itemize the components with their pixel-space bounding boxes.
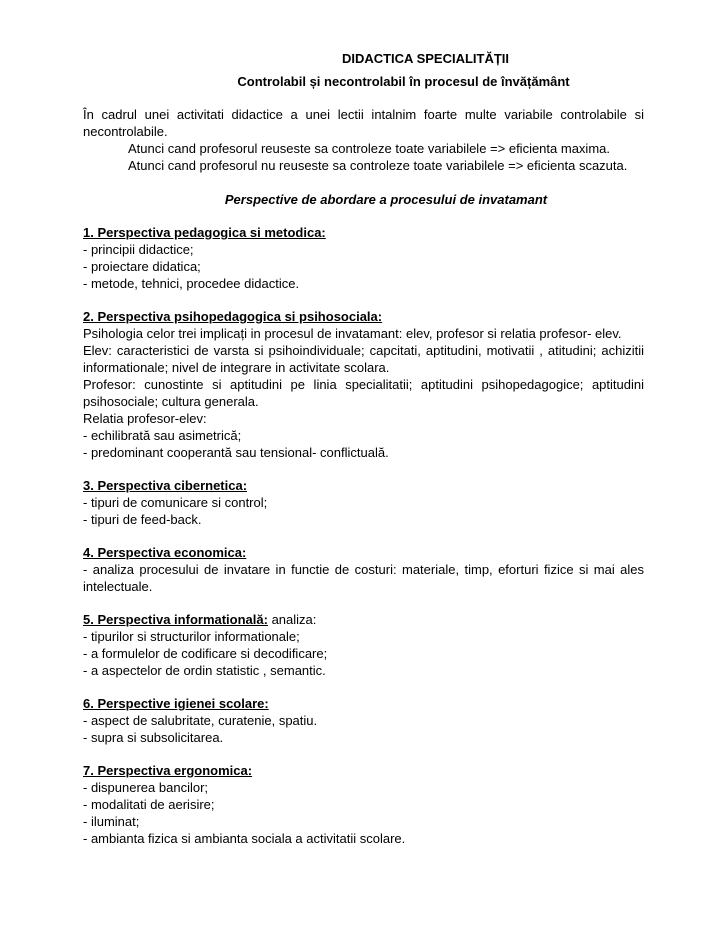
list-item: - principii didactice; xyxy=(83,242,194,257)
section-psihopedagogica xyxy=(83,308,644,461)
section-title: 4. Perspectiva economica: xyxy=(83,545,247,560)
paragraph-line: - analiza procesului de invatare in functie de costuri: materiale, timp, eforturi fizice si mai ales intelectuale. xyxy=(83,562,644,594)
list-item: - aspect de salubritate, curatenie, spatiu. xyxy=(83,713,318,728)
section-title-suffix: analiza: xyxy=(267,612,317,627)
section-title: 3. Perspectiva cibernetica: xyxy=(83,478,248,493)
intro-line-max: Atunci cand profesorul reuseste sa controleze toate variabilele => eficienta maxima. xyxy=(128,141,610,156)
document-subtitle: Controlabil și necontrolabil în procesul de învățământ xyxy=(237,74,570,89)
section-cibernetica xyxy=(83,477,644,528)
paragraph-line: Psihologia celor trei implicați in procesul de invatamant: elev, profesor si relatia profesor- elev. xyxy=(83,326,622,341)
section-title: 2. Perspectiva psihopedagogica si psihosociala: xyxy=(83,309,383,324)
section-pedagogica xyxy=(83,224,644,292)
document-title: DIDACTICA SPECIALITĂȚII xyxy=(341,51,510,66)
list-item: - tipuri de feed-back. xyxy=(83,512,202,527)
section-title-row xyxy=(83,611,644,628)
paragraph-line: Profesor: cunostinte si aptitudini pe linia specialitatii; aptitudini psihopedagogice; aptitudini psihosociale; cultura generala. xyxy=(83,377,644,409)
list-item: - modalitati de aerisire; xyxy=(83,797,215,812)
list-item: - predominant cooperantă sau tensional- conflictuală. xyxy=(83,445,389,460)
list-item: - metode, tehnici, procedee didactice. xyxy=(83,276,300,291)
intro-line-low: Atunci cand profesorul nu reuseste sa controleze toate variabilele => eficienta scazuta. xyxy=(128,158,628,173)
list-item: - ambianta fizica si ambianta sociala a activitatii scolare. xyxy=(83,831,406,846)
perspectives-heading: Perspective de abordare a procesului de invatamant xyxy=(224,192,548,207)
paragraph-line: Elev: caracteristici de varsta si psihoindividuale; capcitati, aptitudini, motivatii , atitudini; achizitii informationale; nivel de integrare in activitate scolara. xyxy=(83,343,644,375)
list-item: - iluminat; xyxy=(83,814,140,829)
section-title: 7. Perspectiva ergonomica: xyxy=(83,763,253,778)
list-item: - tipuri de comunicare si control; xyxy=(83,495,268,510)
list-item: - tipurilor si structurilor informationale; xyxy=(83,629,300,644)
section-ergonomica xyxy=(83,762,644,847)
section-title: 1. Perspectiva pedagogica si metodica: xyxy=(83,225,326,240)
list-item: - echilibrată sau asimetrică; xyxy=(83,428,242,443)
list-item: - a formulelor de codificare si decodificare; xyxy=(83,646,328,661)
list-item: - a aspectelor de ordin statistic , semantic. xyxy=(83,663,326,678)
intro-paragraph: În cadrul unei activitati didactice a unei lectii intalnim foarte multe variabile controlabile si necontrolabile. xyxy=(83,107,644,139)
list-item: - dispunerea bancilor; xyxy=(83,780,209,795)
list-item: - supra si subsolicitarea. xyxy=(83,730,224,745)
section-title: 5. Perspectiva informatională: xyxy=(83,612,268,627)
list-item: - proiectare didatica; xyxy=(83,259,201,274)
paragraph-line: Relatia profesor-elev: xyxy=(83,411,207,426)
section-informationala xyxy=(83,611,644,679)
section-igiena xyxy=(83,695,644,746)
section-title: 6. Perspective igienei scolare: xyxy=(83,696,269,711)
section-economica xyxy=(83,544,644,595)
